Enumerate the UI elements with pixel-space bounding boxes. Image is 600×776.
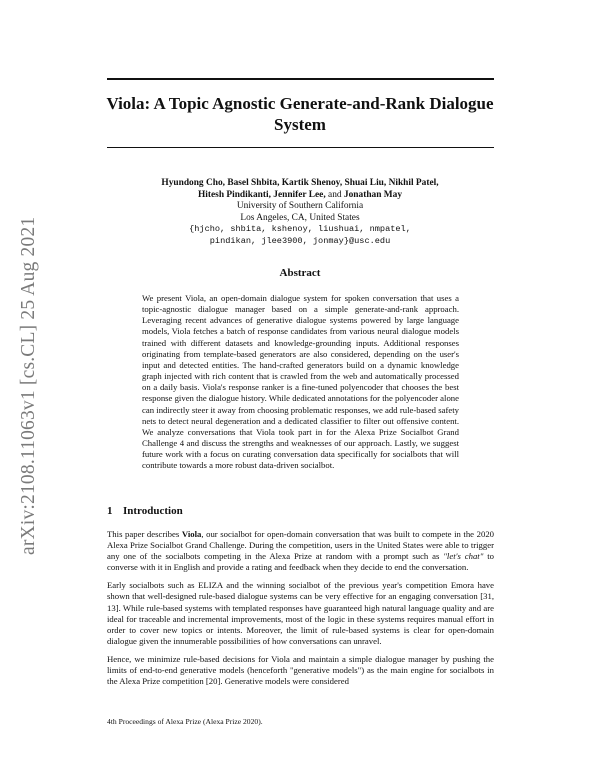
emails-line-2: pindikan, jlee3900, jonmay}@usc.edu <box>209 235 391 246</box>
affiliation: University of Southern California <box>236 201 364 212</box>
title-line-1: Viola: A Topic Agnostic Generate-and-Rank Dialogue <box>106 94 494 113</box>
author-names-2a: Hitesh Pindikanti, Jennifer Lee, <box>197 189 326 200</box>
intro-p1-text-b: , our socialbot for open-domain conversation that was built to compete in the 2020 Alexa Prize Socialbot Grand Challenge. During the competition, users in the United States were able to trigger any one of the socialbots competing in the Alexa Prize at random with a prompt such as <box>107 529 495 562</box>
author-and: and <box>325 189 344 200</box>
section-number: 1 <box>107 505 113 517</box>
intro-paragraph-3: Hence, we minimize rule-based decisions for Viola and maintain a simple dialogue manager by pushing the limits of end-to-end generative models (henceforth "generative models") as the main engine for socialbots in the Alexa Prize competition [20]. Generative models were considered <box>107 653 494 687</box>
paper-title <box>100 93 500 135</box>
intro-p1-bold: Viola <box>181 529 202 539</box>
author-names-2b: Jonathan May <box>343 189 403 200</box>
author-block <box>100 178 500 248</box>
location: Los Angeles, CA, United States <box>240 212 360 223</box>
emails-line-1: {hjcho, shbita, kshenoy, liushuai, nmpatel, <box>189 224 411 235</box>
abstract-heading: Abstract <box>279 267 321 279</box>
title-bottom-rule <box>107 147 494 148</box>
abstract-text: We present Viola, an open-domain dialogue system for spoken conversation that uses a topic-agnostic dialogue manager based on a simple generate-and-rank approach. Leveraging recent advances of generative dialogue systems powered by large language models, Viola fetches a batch of response candidates from various neural dialogue models trained with different datasets and knowledge-grounding inputs. Additional responses originating from template-based generators are also considered, depending on the user's input and detected entities. The hand-crafted generators build on a dynamic knowledge graph injected with rich content that is crawled from the web and automatically processed on a daily basis. Viola's response ranker is a fine-tuned polyencoder that chooses the best response given the dialogue history. While dedicated annotations for the polyencoder alone can indirectly steer it away from choosing problematic responses, we add rule-based safety nets to detect neural degeneration and a dedicated classifier to filter out offensive content. We analyze conversations that Viola took part in for the Alexa Prize Socialbot Grand Challenge 4 and discuss the strengths and weaknesses of our approach. Lastly, we suggest future work with a focus on curating conversation data specifically for socialbots that will contribute towards a more robust data-driven socialbot. <box>142 293 459 471</box>
page-footer: 4th Proceedings of Alexa Prize (Alexa Prize 2020). <box>107 717 263 726</box>
author-names-line-1: Hyundong Cho, Basel Shbita, Kartik Shenoy, Shuai Liu, Nikhil Patel, <box>161 178 439 188</box>
arxiv-sidebar-stamp: arXiv:2108.11063v1 [cs.CL] 25 Aug 2021 <box>18 216 39 555</box>
intro-p1-text-a: This paper describes <box>107 529 182 539</box>
title-top-rule <box>107 78 494 80</box>
title-line-2: System <box>274 115 326 134</box>
section-heading-introduction <box>107 505 183 517</box>
intro-paragraph-2: Early socialbots such as ELIZA and the winning socialbot of the previous year's competition Emora have shown that well-designed rule-based dialogue systems can be very effective for an engaging conversation [31, 13]. While rule-based systems with templated responses have guaranteed high natural language quality and are ideal for traceable and incremental improvements, most of the logic in these systems requires manual effort in order to cover new topics or intents. Moreover, the limit of rule-based systems is clear for open-domain dialogue given the innumerable possibilities of how conversations can unravel. <box>107 580 494 646</box>
intro-p1-text-c: to converse with it in English and provide a rating and feedback when they decide to end the conversation. <box>107 551 494 573</box>
intro-p1-italic: "let's chat" <box>443 551 484 562</box>
intro-paragraph-1 <box>107 529 494 573</box>
section-title: Introduction <box>123 505 183 517</box>
author-names-line-2 <box>100 190 500 202</box>
introduction-body <box>107 529 494 694</box>
